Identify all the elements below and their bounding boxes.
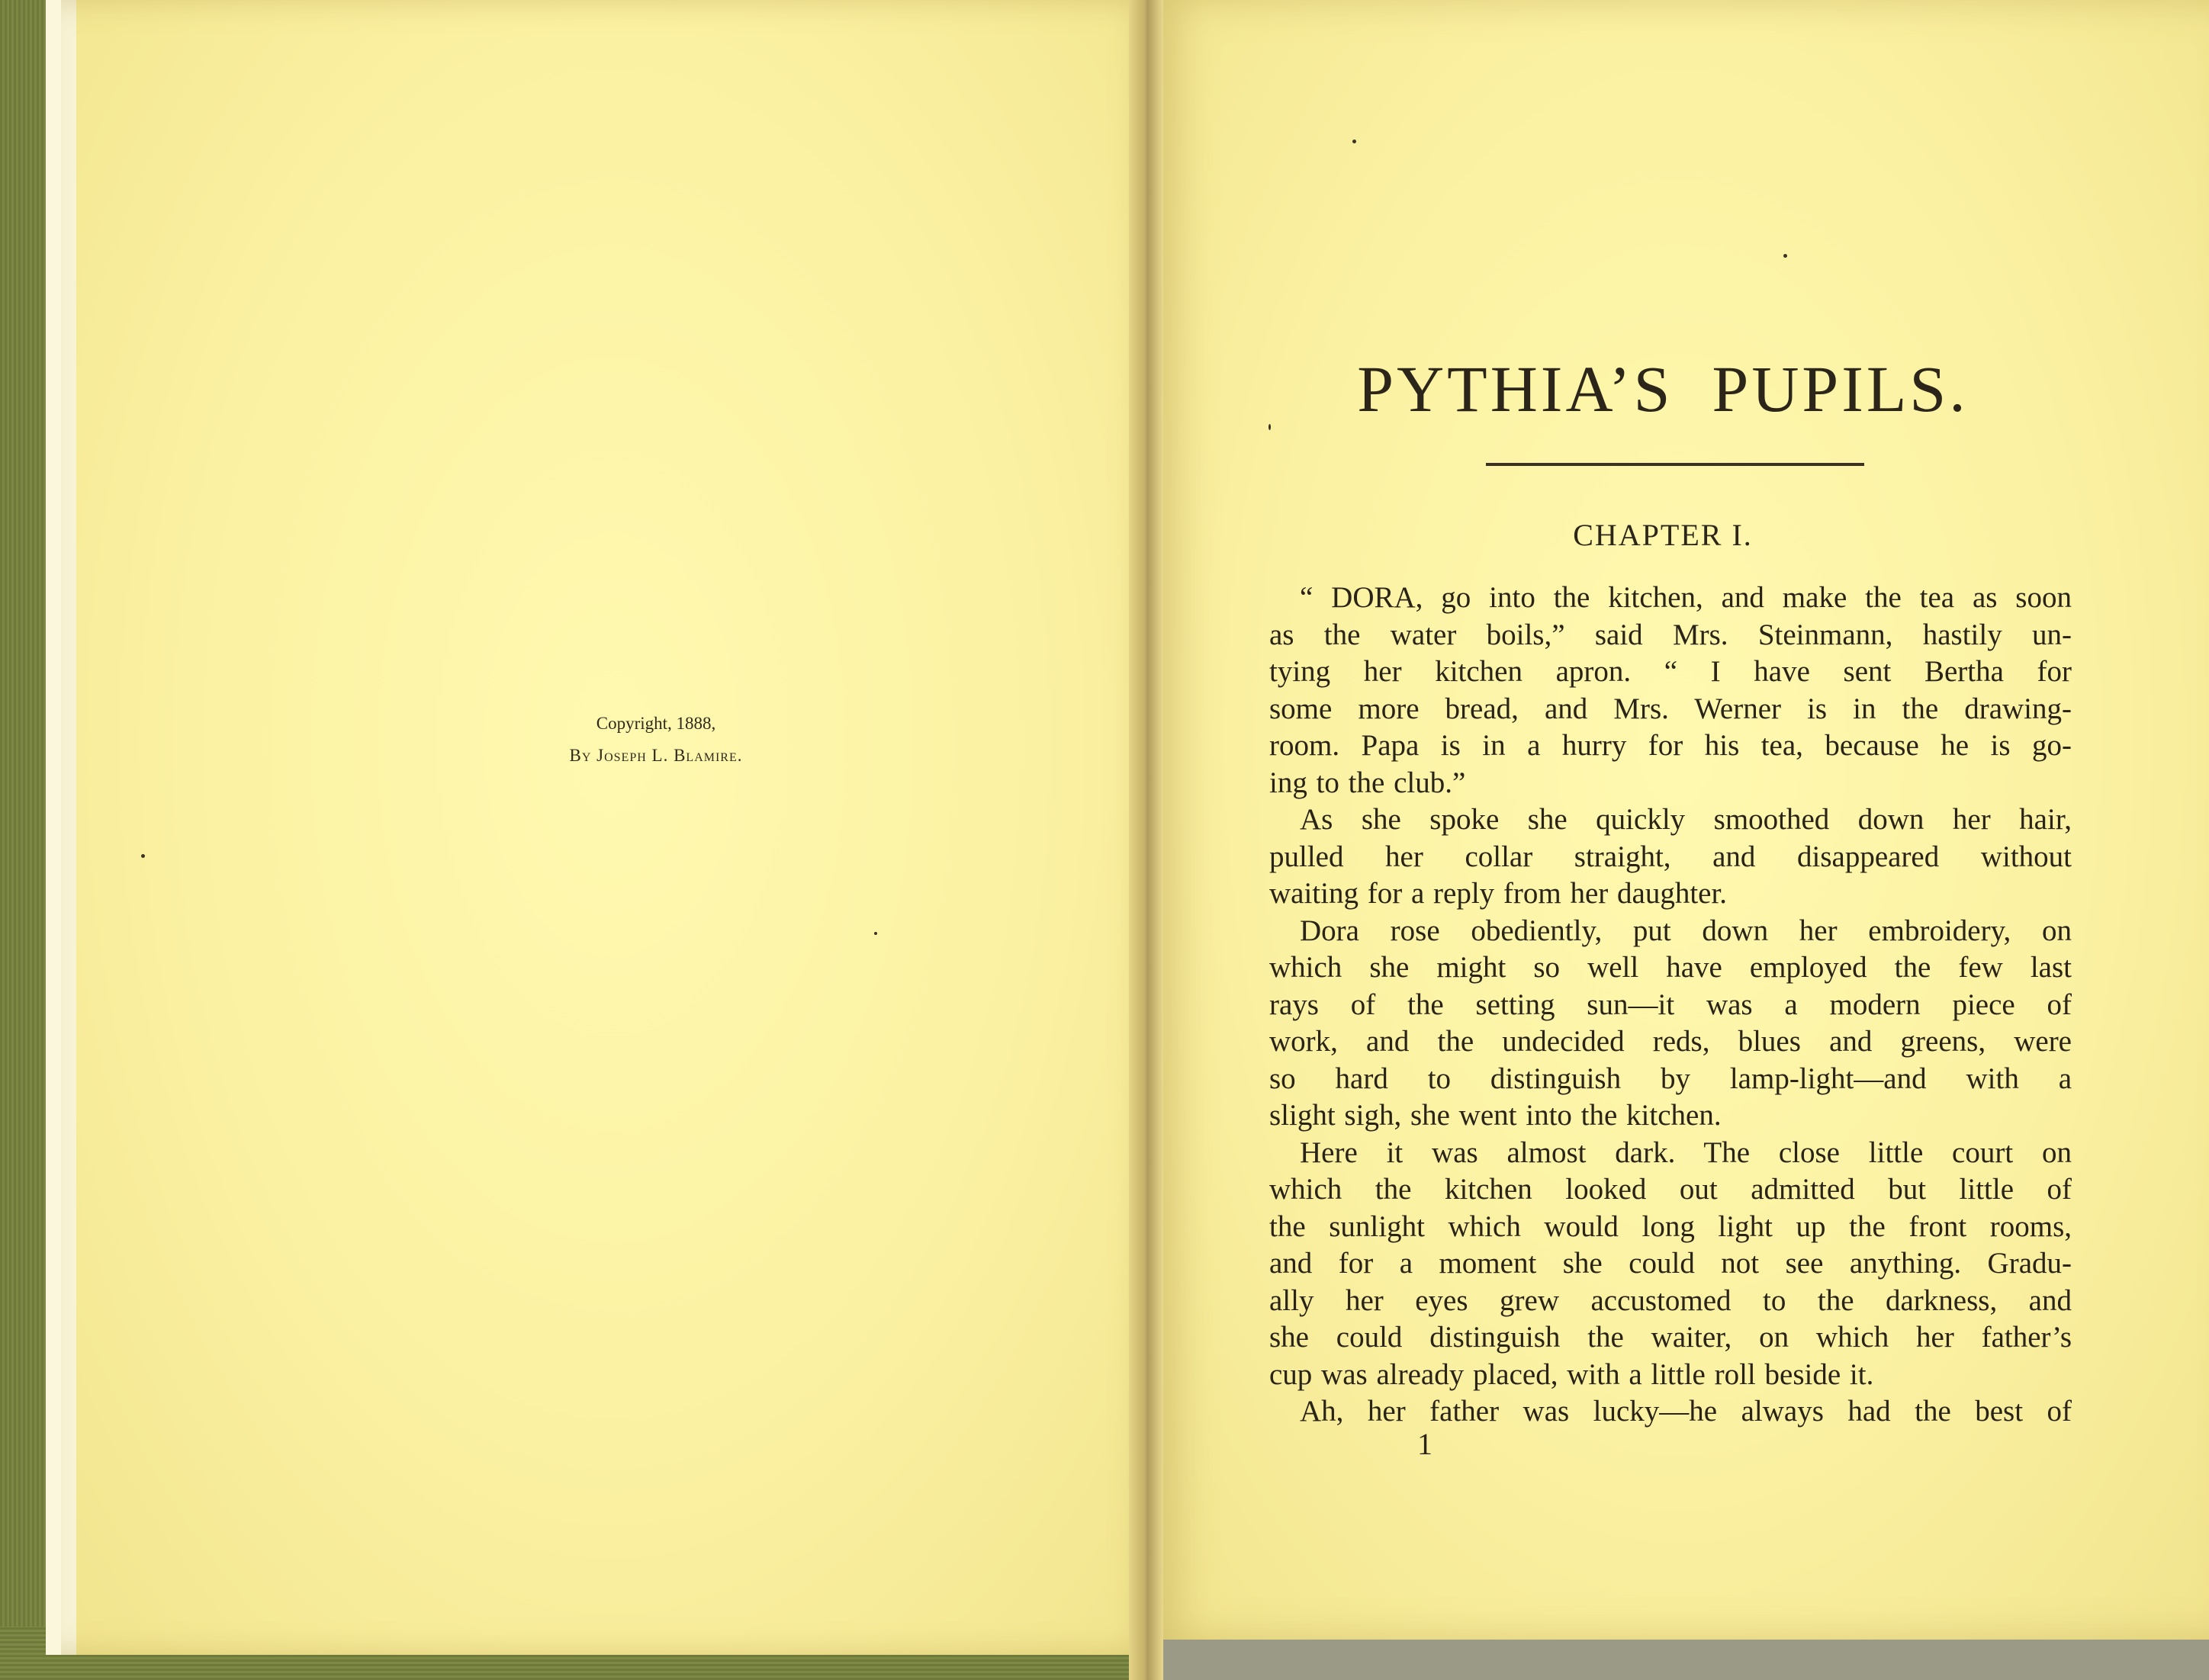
text-line: waiting for a reply from her daughter. bbox=[1269, 877, 1728, 910]
text-line: and for a moment she could not see anything. Gradu- bbox=[1269, 1247, 2072, 1280]
text-line: work, and the undecided reds, blues and greens, were bbox=[1269, 1025, 2072, 1058]
left-page bbox=[46, 0, 1163, 1655]
text-line: slight sigh, she went into the kitchen. bbox=[1269, 1099, 1722, 1132]
text-line: she could distinguish the waiter, on which her father’s bbox=[1269, 1321, 2072, 1354]
title-rule bbox=[1486, 463, 1864, 466]
paper-speck bbox=[1783, 254, 1787, 258]
book-title: PYTHIA’S PUPILS. bbox=[1357, 352, 1969, 426]
paper-speck bbox=[1352, 140, 1356, 143]
chapter-heading: CHAPTER I. bbox=[1573, 518, 1753, 552]
text-line: as the water boils,” said Mrs. Steinmann, hastily un- bbox=[1269, 618, 2072, 651]
chapter-text bbox=[1269, 580, 2072, 1431]
text-line: Dora rose obediently, put down her embroidery, on bbox=[1300, 914, 2072, 947]
text-line: pulled her collar straight, and disappeared without bbox=[1269, 840, 2072, 873]
copyright-line: Copyright, 1888, bbox=[596, 714, 716, 733]
text-line: the sunlight which would long light up the front rooms, bbox=[1269, 1209, 2072, 1243]
author-line: By Joseph L. Blamire. bbox=[569, 746, 743, 765]
text-line: some more bread, and Mrs. Werner is in the drawing- bbox=[1269, 692, 2072, 725]
text-line: ally her eyes grew accustomed to the darkness, and bbox=[1269, 1283, 2072, 1317]
text-line: which she might so well have employed the few last bbox=[1269, 951, 2072, 984]
text-line: Ah, her father was lucky—he always had the best of bbox=[1300, 1395, 2072, 1428]
text-line: so hard to distinguish by lamp-light—and with a bbox=[1269, 1062, 2072, 1095]
text-line: “ DORA, go into the kitchen, and make the tea as soon bbox=[1300, 581, 2072, 614]
text-line: rays of the setting sun—it was a modern piece of bbox=[1269, 988, 2072, 1021]
book-gutter bbox=[1129, 0, 1163, 1680]
text-line: room. Papa is in a hurry for his tea, because he is go- bbox=[1269, 729, 2072, 762]
text-line: Here it was almost dark. The close little court on bbox=[1300, 1136, 2072, 1169]
text-line: cup was already placed, with a little roll beside it. bbox=[1269, 1357, 1874, 1391]
page-number: 1 bbox=[1417, 1427, 1432, 1461]
paper-speck bbox=[141, 854, 145, 858]
text-line: ing to the club.” bbox=[1269, 766, 1466, 799]
text-line: which the kitchen looked out admitted but little of bbox=[1269, 1173, 2072, 1206]
paper-speck bbox=[1268, 424, 1271, 430]
text-line: tying her kitchen apron. “ I have sent Bertha for bbox=[1269, 655, 2072, 688]
text-line: As she spoke she quickly smoothed down her hair, bbox=[1300, 803, 2072, 836]
copyright-notice bbox=[488, 708, 824, 772]
paper-speck bbox=[874, 932, 877, 935]
